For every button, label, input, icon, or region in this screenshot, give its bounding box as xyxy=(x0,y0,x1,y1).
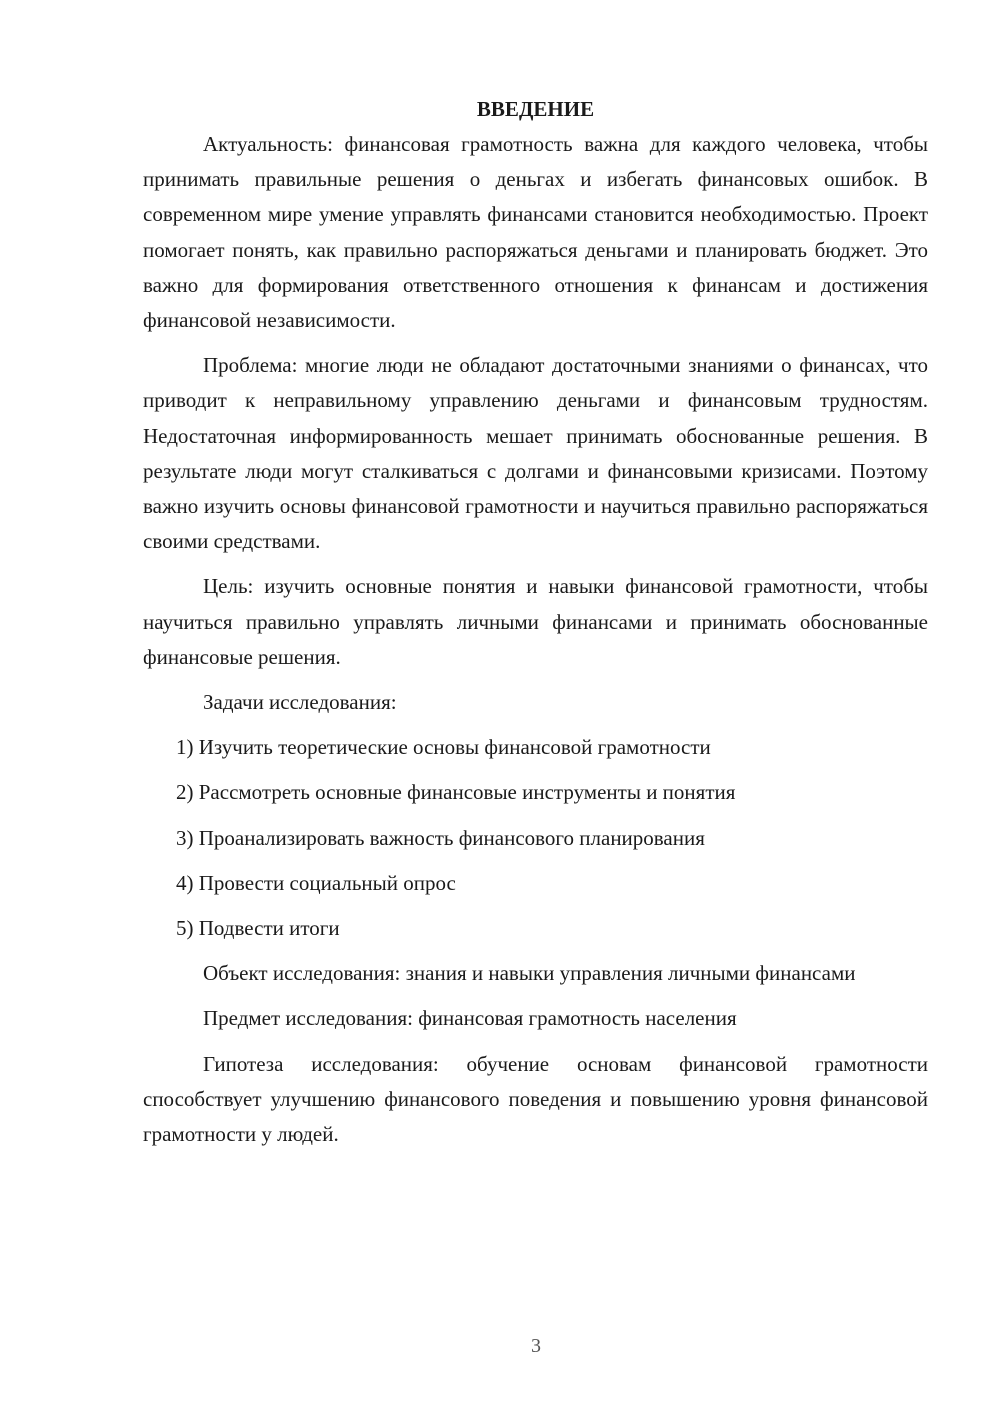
problem-paragraph: Проблема: многие люди не обладают достаточными знаниями о финансах, что приводит к неправильному управлению деньгами и финансовым трудностям. Недостаточная информированность мешает принимать обоснованные решения. В результате люди могут сталкиваться с долгами и финансовыми кризисами. Поэтому важно изучить основы финансовой грамотности и научиться правильно распоряжаться своими средствами. xyxy=(143,353,928,554)
task-item-2: 2) Рассмотреть основные финансовые инструменты и понятия xyxy=(176,780,736,805)
task-item-4: 4) Провести социальный опрос xyxy=(176,870,456,895)
subject-paragraph: Предмет исследования: финансовая грамотность населения xyxy=(203,1006,737,1031)
object-paragraph: Объект исследования: знания и навыки управления личными финансами xyxy=(203,961,856,986)
task-item-3: 3) Проанализировать важность финансового планирования xyxy=(176,825,705,850)
document-page xyxy=(143,92,928,1162)
tasks-list xyxy=(143,730,928,946)
page-number: 3 xyxy=(531,1335,541,1357)
relevance-paragraph: Актуальность: финансовая грамотность важна для каждого человека, чтобы принимать правильные решения о деньгах и избегать финансовых ошибок. В современном мире умение управлять финансами становится необходимостью. Проект помогает понять, как правильно распоряжаться деньгами и планировать бюджет. Это важно для формирования ответственного отношения к финансам и достижения финансовой независимости. xyxy=(143,132,928,333)
tasks-heading: Задачи исследования: xyxy=(203,690,397,715)
page-title: ВВЕДЕНИЕ xyxy=(476,97,595,121)
task-item-1: 1) Изучить теоретические основы финансовой грамотности xyxy=(176,735,711,760)
task-item-5: 5) Подвести итоги xyxy=(176,916,340,941)
hypothesis-paragraph: Гипотеза исследования: обучение основам финансовой грамотности способствует улучшению финансового поведения и повышению уровня финансовой грамотности у людей. xyxy=(143,1051,928,1147)
goal-paragraph: Цель: изучить основные понятия и навыки финансовой грамотности, чтобы научиться правильно управлять личными финансами и принимать обоснованные финансовые решения. xyxy=(143,574,928,669)
